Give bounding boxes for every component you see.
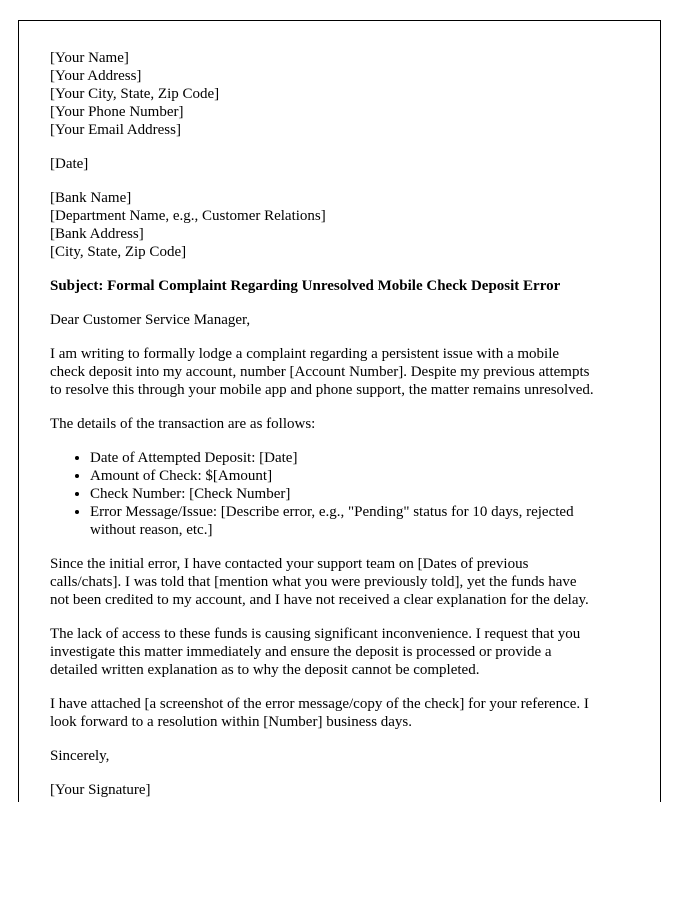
sender-phone: [Your Phone Number]	[50, 104, 184, 120]
letter-date: [Date]	[50, 156, 89, 172]
request-line-3: detailed written explanation as to why the deposit cannot be completed.	[50, 662, 480, 678]
sender-address: [Your Address]	[50, 68, 142, 84]
list-item	[90, 449, 640, 467]
details-intro: The details of the transaction are as follows:	[50, 416, 316, 432]
sender-email: [Your Email Address]	[50, 122, 181, 138]
request-line-1: The lack of access to these funds is causing significant inconvenience. I request that you	[50, 626, 581, 642]
detail-error-line-1: • Error Message/Issue: [Describe error, e.g., "Pending" status for 10 days, rejected	[90, 504, 574, 520]
recipient-department: [Department Name, e.g., Customer Relations]	[50, 208, 326, 224]
intro-line-3: to resolve this through your mobile app and phone support, the matter remains unresolved.	[50, 382, 594, 398]
request-line-2: investigate this matter immediately and ensure the deposit is processed or provide a	[50, 644, 552, 660]
list-item	[90, 467, 640, 485]
recipient-bank-name: [Bank Name]	[50, 190, 132, 206]
list-item	[90, 503, 640, 539]
salutation: Dear Customer Service Manager,	[50, 312, 251, 328]
intro-line-1: I am writing to formally lodge a complaint regarding a persistent issue with a mobile	[50, 346, 560, 362]
recipient-block	[50, 189, 640, 261]
followup-line-3: not been credited to my account, and I have not received a clear explanation for the delay.	[50, 592, 589, 608]
sender-block	[50, 49, 640, 139]
sender-city-state-zip: [Your City, State, Zip Code]	[50, 86, 220, 102]
subject-line: Subject: Formal Complaint Regarding Unresolved Mobile Check Deposit Error	[50, 278, 561, 294]
date-block	[50, 155, 640, 173]
signature: [Your Signature]	[50, 782, 151, 798]
followup-line-1: Since the initial error, I have contacted your support team on [Dates of previous	[50, 556, 529, 572]
closing-line-2: look forward to a resolution within [Number] business days.	[50, 714, 413, 730]
closing-line-1: I have attached [a screenshot of the error message/copy of the check] for your reference. I	[50, 696, 589, 712]
signoff: Sincerely,	[50, 748, 110, 764]
sender-name: [Your Name]	[50, 50, 129, 66]
followup-line-2: calls/chats]. I was told that [mention what you were previously told], yet the funds have	[50, 574, 577, 590]
detail-amount: Amount of Check: $[Amount]	[90, 468, 273, 484]
detail-error-line-2: without reason, etc.]	[90, 522, 213, 538]
detail-check-number: Check Number: [Check Number]	[90, 486, 291, 502]
request-paragraph	[50, 625, 640, 679]
letter-page	[18, 20, 661, 802]
letter-content	[50, 49, 640, 799]
followup-paragraph	[50, 555, 640, 609]
closing-paragraph	[50, 695, 640, 731]
details-list	[50, 449, 640, 539]
detail-date: Date of Attempted Deposit: [Date]	[90, 450, 298, 466]
intro-paragraph	[50, 345, 640, 399]
list-item	[90, 485, 640, 503]
recipient-city-state-zip: [City, State, Zip Code]	[50, 244, 187, 260]
intro-line-2: check deposit into my account, number [Account Number]. Despite my previous attempts	[50, 364, 590, 380]
recipient-bank-address: [Bank Address]	[50, 226, 144, 242]
